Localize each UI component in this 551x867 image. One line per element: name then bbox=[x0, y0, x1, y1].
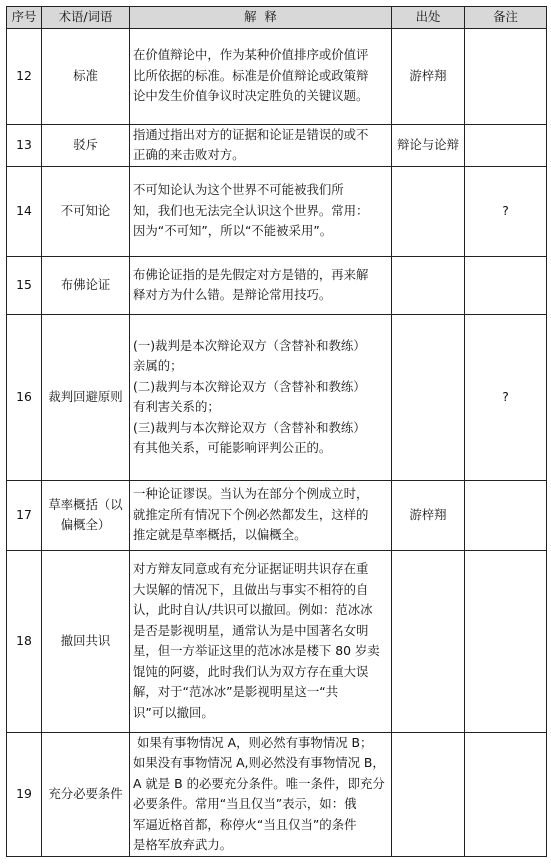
row-number: 19 bbox=[7, 732, 42, 856]
row-number: 15 bbox=[7, 256, 42, 314]
row-number: 13 bbox=[7, 124, 42, 166]
explanation-line: 有其他关系，可能影响评判公正的。 bbox=[133, 440, 332, 455]
explanation-line: 有利害关系的； bbox=[133, 399, 220, 414]
explanation-cell bbox=[130, 732, 392, 856]
header-row bbox=[7, 7, 547, 29]
explanation-cell bbox=[130, 550, 392, 732]
term-cell: 充分必要条件 bbox=[42, 732, 130, 856]
explanation-line: 星，但一方举证这里的范冰冰是楼下 80 岁卖 bbox=[133, 643, 380, 658]
note-cell: ? bbox=[465, 166, 547, 256]
explanation-cell bbox=[130, 28, 392, 124]
row-number: 18 bbox=[7, 550, 42, 732]
row-number: 14 bbox=[7, 166, 42, 256]
explanation-line: 就推定所有情况下个例必然都发生，这样的 bbox=[133, 506, 369, 522]
explanation-cell bbox=[130, 256, 392, 314]
term-cell: 布佛论证 bbox=[42, 256, 130, 314]
explanation-line: 识”可以撤回。 bbox=[133, 704, 214, 720]
explanation-line: 认，此时自认/共识可以撤回。例如：范冰冰 bbox=[133, 602, 373, 617]
explanation-line: 对方辩友同意或有充分证据证明共识存在重 bbox=[133, 561, 369, 576]
table-row bbox=[7, 732, 547, 856]
table-row bbox=[7, 314, 547, 480]
source-cell bbox=[392, 550, 465, 732]
term-cell: 裁判回避原则 bbox=[42, 314, 130, 480]
explanation-line: 解，对于“范冰冰”是影视明星这一“共 bbox=[133, 684, 339, 699]
header-term: 术语/词语 bbox=[42, 7, 130, 29]
explanation-line: 推定就是草率概括，以偏概全。 bbox=[133, 527, 307, 543]
explanation-line: 大误解的情况下，且做出与事实不相符的自 bbox=[133, 581, 369, 597]
explanation-line: 是格军放弃武力。 bbox=[133, 837, 233, 852]
source-cell: 游梓翔 bbox=[392, 480, 465, 550]
note-cell bbox=[465, 256, 547, 314]
explanation-line: 不可知论认为这个世界不可能被我们所 bbox=[133, 182, 344, 198]
table-row bbox=[7, 550, 547, 732]
row-number: 17 bbox=[7, 480, 42, 550]
term-cell: 草率概括（以偏概全） bbox=[42, 480, 130, 550]
explanation-line: 军逼近格首都，称停火“当且仅当”的条件 bbox=[133, 816, 357, 832]
note-cell bbox=[465, 550, 547, 732]
row-number: 16 bbox=[7, 314, 42, 480]
note-cell: ? bbox=[465, 314, 547, 480]
header-source: 出处 bbox=[392, 7, 465, 29]
explanation-line: 馄饨的阿婆，此时我们认为双方存在重大误 bbox=[133, 663, 369, 679]
explanation-cell bbox=[130, 166, 392, 256]
note-cell bbox=[465, 732, 547, 856]
term-cell: 驳斥 bbox=[42, 124, 130, 166]
explanation-line: 如果有事物情况 A，则必然有事物情况 B； bbox=[133, 734, 373, 750]
explanation-line: 在价值辩论中，作为某种价值排序或价值评 bbox=[133, 47, 369, 63]
explanation-line: 布佛论证指的是先假定对方是错的，再来解 bbox=[133, 266, 369, 282]
source-cell bbox=[392, 166, 465, 256]
source-cell bbox=[392, 256, 465, 314]
table-row bbox=[7, 480, 547, 550]
explanation-cell bbox=[130, 314, 392, 480]
glossary-table bbox=[6, 6, 547, 857]
explanation-line: 指通过指出对方的证据和论证是错误的或不 bbox=[133, 126, 369, 142]
header-num: 序号 bbox=[7, 7, 42, 29]
source-cell bbox=[392, 314, 465, 480]
explanation-line: 释对方为什么错。是辩论常用技巧。 bbox=[133, 287, 332, 302]
explanation-line: 因为“不可知”，所以“不能被采用”。 bbox=[133, 223, 333, 239]
note-cell bbox=[465, 480, 547, 550]
explanation-line: (一)裁判是本次辩论双方（含替补和教练） bbox=[133, 337, 366, 353]
source-cell: 辩论与论辩 bbox=[392, 124, 465, 166]
table-row bbox=[7, 166, 547, 256]
explanation-cell bbox=[130, 124, 392, 166]
term-cell: 撤回共识 bbox=[42, 550, 130, 732]
header-note: 备注 bbox=[465, 7, 547, 29]
note-cell bbox=[465, 28, 547, 124]
explanation-line: 一种论证谬误。当认为在部分个例成立时， bbox=[133, 486, 369, 502]
explanation-line: (二)裁判与本次辩论双方（含替补和教练） bbox=[133, 378, 366, 394]
explanation-line: 比所依据的标准。标准是价值辩论或政策辩 bbox=[133, 67, 369, 83]
explanation-line: 必要条件。常用“当且仅当”表示，如：俄 bbox=[133, 796, 357, 811]
explanation-line: 论中发生价值争议时决定胜负的关键议题。 bbox=[133, 88, 369, 104]
explanation-line: A 就是 B 的必要充分条件。唯一条件，即充分 bbox=[133, 775, 385, 791]
table-row bbox=[7, 256, 547, 314]
source-cell: 游梓翔 bbox=[392, 28, 465, 124]
explanation-line: 是否是影视明星，通常认为是中国著名女明 bbox=[133, 622, 369, 638]
row-number: 12 bbox=[7, 28, 42, 124]
table-row bbox=[7, 124, 547, 166]
term-cell: 不可知论 bbox=[42, 166, 130, 256]
explanation-line: 知，我们也无法完全认识这个世界。常用： bbox=[133, 202, 369, 218]
source-cell bbox=[392, 732, 465, 856]
explanation-cell bbox=[130, 480, 392, 550]
explanation-line: 如果没有事物情况 A,则必然没有事物情况 B， bbox=[133, 755, 385, 770]
table-row bbox=[7, 28, 547, 124]
header-explanation: 解 释 bbox=[130, 7, 392, 29]
explanation-line: 亲属的； bbox=[133, 358, 183, 373]
term-cell: 标准 bbox=[42, 28, 130, 124]
explanation-line: 正确的来击败对方。 bbox=[133, 147, 245, 162]
explanation-line: (三)裁判与本次辩论双方（含替补和教练） bbox=[133, 419, 366, 435]
note-cell bbox=[465, 124, 547, 166]
